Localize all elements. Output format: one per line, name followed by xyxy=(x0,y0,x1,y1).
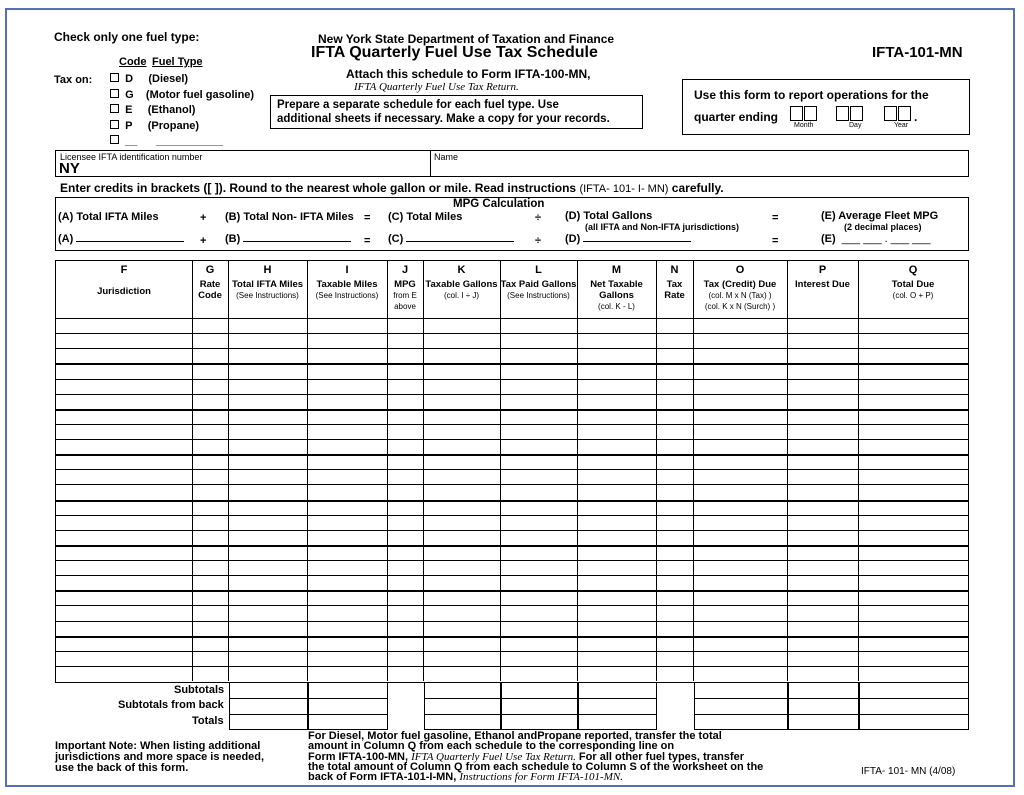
mpg-c-label: (C) Total Miles xyxy=(388,211,463,223)
column-letter: K xyxy=(457,264,466,276)
column-subtitle: from E above xyxy=(393,291,417,311)
column-subtitle: (See Instructions) xyxy=(236,291,299,300)
year-digit-1[interactable] xyxy=(884,106,897,121)
tax-on-label: Tax on: xyxy=(54,74,93,86)
table-row[interactable] xyxy=(56,605,968,620)
mpg-c-field[interactable]: (C) xyxy=(388,233,514,245)
fuel-checkbox-ethanol[interactable] xyxy=(110,104,119,113)
fuel-type: (Motor fuel gasoline) xyxy=(145,88,255,101)
day-digit-1[interactable] xyxy=(836,106,849,121)
column-letter: G xyxy=(205,264,215,276)
jurisdiction-table xyxy=(55,260,969,683)
fuel-checkbox-other[interactable] xyxy=(110,135,119,144)
column-header-q xyxy=(858,265,968,301)
column-title: Jurisdiction xyxy=(97,286,151,297)
table-row[interactable] xyxy=(56,424,968,439)
mpg-b-label: (B) Total Non- IFTA Miles xyxy=(225,211,354,223)
column-title: Total Due xyxy=(891,279,935,290)
totals-cell-group[interactable] xyxy=(308,682,388,730)
column-subtitle: (col. O + P) xyxy=(892,291,934,300)
licensee-id-field[interactable]: NY xyxy=(59,160,80,177)
table-row[interactable] xyxy=(56,409,968,424)
fuel-type: (Propane) xyxy=(147,119,200,132)
column-header-i xyxy=(307,265,387,301)
column-letter: O xyxy=(735,264,745,276)
column-subtitle: (See Instructions) xyxy=(315,291,379,300)
fuel-code: P xyxy=(125,119,133,132)
fuel-option-other[interactable] xyxy=(110,134,254,150)
month-digit-2[interactable] xyxy=(804,106,817,121)
column-subtitle: (See Instructions) xyxy=(507,291,570,300)
mpg-title: MPG Calculation xyxy=(453,198,545,210)
column-header-n xyxy=(656,265,693,301)
mpg-d-field[interactable]: (D) xyxy=(565,233,691,245)
table-row[interactable] xyxy=(56,394,968,409)
column-title: Taxable Miles xyxy=(316,279,378,290)
form-revision: IFTA- 101- MN (4/08) xyxy=(861,766,956,777)
month-label: Month xyxy=(794,122,814,129)
column-letter: H xyxy=(263,264,272,276)
column-header-l xyxy=(500,265,577,301)
table-row[interactable] xyxy=(56,575,968,590)
table-row[interactable] xyxy=(56,333,968,348)
fuel-code: E xyxy=(125,104,133,116)
day-digit-2[interactable] xyxy=(850,106,863,121)
fuel-type: ___________ xyxy=(155,135,224,147)
totals-cell-group[interactable] xyxy=(694,682,788,730)
table-row[interactable] xyxy=(56,651,968,666)
form-title: IFTA Quarterly Fuel Use Tax Schedule xyxy=(311,44,598,61)
code-header: Code xyxy=(119,56,147,68)
column-title: Net Taxable Gallons xyxy=(590,279,643,301)
column-letter: N xyxy=(670,264,679,276)
mpg-a-label: (A) Total IFTA Miles xyxy=(58,211,159,223)
name-label: Name xyxy=(434,152,459,162)
column-letter: I xyxy=(345,264,349,276)
totals-label: Totals xyxy=(192,715,224,727)
column-title: Interest Due xyxy=(795,279,850,290)
equals-sign: = xyxy=(364,212,371,224)
table-row[interactable] xyxy=(56,454,968,469)
table-row[interactable] xyxy=(56,530,968,545)
department-name: New York State Department of Taxation and Finance xyxy=(318,32,615,46)
mpg-e-sub: (2 decimal places) xyxy=(844,222,922,232)
fuel-code: G xyxy=(125,88,134,101)
column-header-m xyxy=(577,265,656,312)
plus-sign: + xyxy=(200,212,207,224)
licensee-box xyxy=(55,150,969,177)
credits-instruction: Enter credits in brackets ([ ]). Round to the nearest whole gallon or mile. Read instructions (IFTA- 101- I- MN) carefully. xyxy=(60,181,724,195)
column-title: Tax Rate xyxy=(664,279,685,301)
column-header-p xyxy=(787,265,858,290)
mpg-a-field[interactable]: (A) xyxy=(58,233,184,245)
table-row[interactable] xyxy=(56,469,968,484)
column-subtitle: (col. M x N (Tax) ) (col. K x N (Surch) ) xyxy=(704,291,776,311)
table-row[interactable] xyxy=(56,379,968,394)
table-row[interactable] xyxy=(56,484,968,499)
totals-cell-group[interactable] xyxy=(788,682,859,730)
quarter-line-2: quarter ending xyxy=(694,110,779,124)
month-digit-1[interactable] xyxy=(790,106,803,121)
column-header-h xyxy=(228,265,307,301)
year-label: Year xyxy=(894,122,909,129)
table-row[interactable] xyxy=(56,500,968,515)
table-row[interactable] xyxy=(56,666,968,681)
column-title: Rate Code xyxy=(198,279,222,301)
mpg-d-sub: (all IFTA and Non-IFTA jurisdictions) xyxy=(585,222,739,232)
divide-sign: ÷ xyxy=(535,212,542,224)
table-row[interactable] xyxy=(56,515,968,530)
fuel-checkbox-gasoline[interactable] xyxy=(110,89,119,98)
fuel-option-ethanol[interactable] xyxy=(110,103,254,119)
fuel-type-prompt: Check only one fuel type: xyxy=(54,30,200,44)
attach-form-title: IFTA Quarterly Fuel Use Tax Return. xyxy=(354,81,519,93)
column-header-k xyxy=(423,265,500,301)
year-digit-2[interactable] xyxy=(898,106,911,121)
fuel-options xyxy=(110,72,254,150)
fuel-option-diesel[interactable] xyxy=(110,72,254,88)
transfer-instructions: For Diesel, Motor fuel gasoline, Ethanol andPropane reported, transfer the total amount in Column Q from each schedule to the corresponding line on Form IFTA-100-MN, IFTA Quarterly Fuel Use Tax Return. For all other fuel types, transfer the total amount of Column Q from each schedule to Column S of the worksheet on the back of Form IFTA-101-I-MN, Instructions for Form IFTA-101-MN. xyxy=(308,730,764,784)
attach-line: Attach this schedule to Form IFTA-100-MN, xyxy=(346,67,591,81)
table-row[interactable] xyxy=(56,590,968,605)
column-letter: P xyxy=(818,264,827,276)
table-row[interactable] xyxy=(56,318,968,333)
fuel-checkbox-propane[interactable] xyxy=(110,120,119,129)
quarter-line-1: Use this form to report operations for the xyxy=(694,88,929,102)
mpg-b-field[interactable]: (B) xyxy=(225,233,351,245)
column-title: MPG xyxy=(394,279,416,290)
totals-cell-group[interactable] xyxy=(578,682,657,730)
totals-cell-group[interactable] xyxy=(501,682,578,730)
fuel-option-gasoline[interactable] xyxy=(110,88,254,104)
table-row[interactable] xyxy=(56,439,968,454)
column-header-o xyxy=(693,265,787,312)
column-title: Tax Paid Gallons xyxy=(500,279,577,290)
mpg-calculation-box: MPG Calculation (A) Total IFTA Miles + (B) Total Non- IFTA Miles = (C) Total Miles ÷ (D) Total Gallons (all IFTA and Non-IFTA jurisdictions) = (E) Average Fleet MPG (2 decimal places) (A) + (B) = (C) ÷ (D) = (E) ___ ___ . ___ ___ xyxy=(55,197,969,251)
totals-cell-group[interactable] xyxy=(229,682,308,730)
fuel-type: (Diesel) xyxy=(148,73,189,85)
form-id: IFTA-101-MN xyxy=(872,44,963,61)
totals-cell-group[interactable] xyxy=(424,682,501,730)
subtotals-back-label: Subtotals from back xyxy=(118,699,224,711)
fuel-type: (Ethanol) xyxy=(147,104,196,116)
column-title: Tax (Credit) Due xyxy=(703,279,777,290)
fuel-type-header: Fuel Type xyxy=(152,56,203,68)
prepare-line-2: additional sheets if necessary. Make a copy for your records. xyxy=(277,113,610,125)
important-note: Important Note: When listing additional jurisdictions and more space is needed, use the back of this form. xyxy=(55,740,265,774)
day-label: Day xyxy=(849,122,862,129)
table-row[interactable] xyxy=(56,621,968,636)
column-subtitle: (col. K - L) xyxy=(598,302,635,311)
column-subtitle: (col. I ÷ J) xyxy=(443,291,480,300)
mpg-e-field[interactable]: (E) ___ ___ . ___ ___ xyxy=(821,233,931,245)
table-row[interactable] xyxy=(56,363,968,378)
table-row[interactable] xyxy=(56,636,968,651)
column-letter: M xyxy=(611,264,622,276)
table-row[interactable] xyxy=(56,348,968,363)
prepare-line-1: Prepare a separate schedule for each fuel type. Use xyxy=(277,99,559,111)
subtotals-label: Subtotals xyxy=(174,684,225,696)
table-row[interactable] xyxy=(56,560,968,575)
fuel-option-propane[interactable] xyxy=(110,119,254,135)
column-letter: F xyxy=(120,264,128,276)
fuel-code: __ xyxy=(125,135,138,147)
column-title: Total IFTA Miles xyxy=(231,279,304,290)
prepare-notice-box xyxy=(270,95,643,129)
mpg-e-label: (E) Average Fleet MPG xyxy=(821,210,939,222)
column-letter: J xyxy=(401,264,409,276)
totals-cell-group[interactable] xyxy=(859,682,969,730)
column-header-f xyxy=(56,265,192,297)
licensee-id-label: Licensee IFTA identification number xyxy=(60,152,203,162)
fuel-checkbox-diesel[interactable] xyxy=(110,73,119,82)
mpg-d-label: (D) Total Gallons xyxy=(565,210,653,222)
column-letter: Q xyxy=(908,264,918,276)
column-header-j xyxy=(387,265,423,312)
equals-sign: = xyxy=(772,212,779,224)
quarter-ending-box: Use this form to report operations for the quarter ending . Month Day Year xyxy=(682,79,970,135)
column-letter: L xyxy=(535,264,542,276)
column-header-g xyxy=(192,265,228,301)
table-row[interactable] xyxy=(56,545,968,560)
fuel-code: D xyxy=(125,73,134,85)
column-title: Taxable Gallons xyxy=(425,279,498,290)
